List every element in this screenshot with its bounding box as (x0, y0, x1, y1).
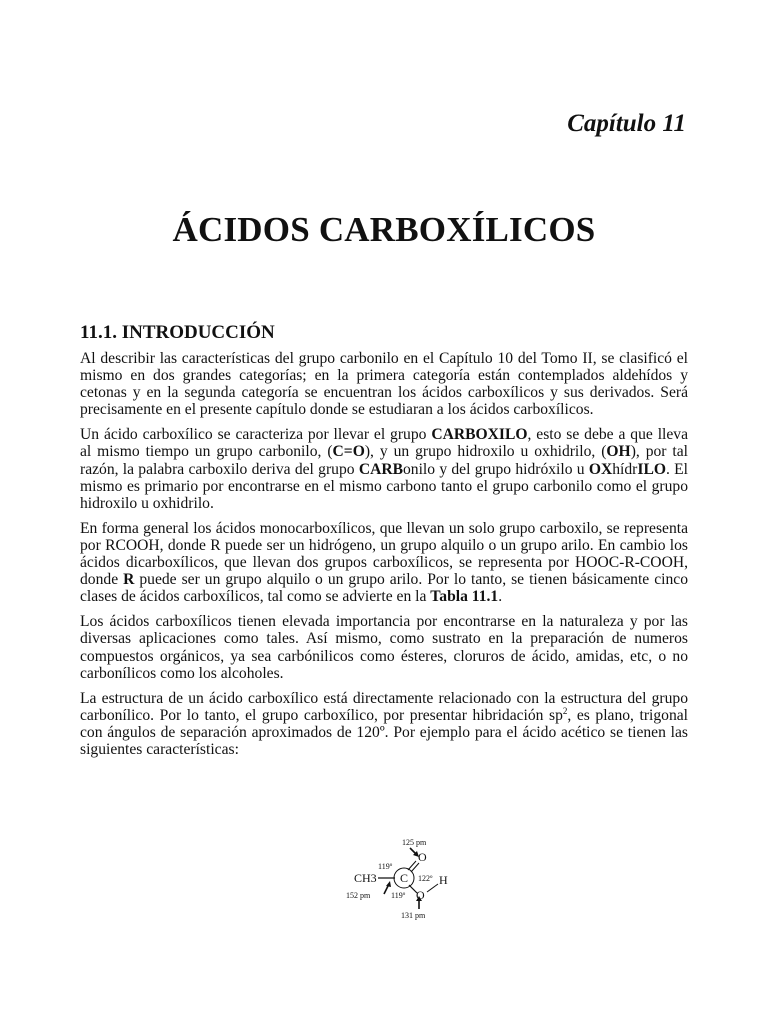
section-heading: 11.1. INTRODUCCIÓN (80, 322, 275, 343)
bold-term: OH (606, 443, 631, 461)
bond-length-co-single: 131 pm (401, 911, 426, 920)
text-run: ), por tal razón, la palabra carboxilo deriva del grupo (80, 443, 689, 478)
text-run: , esto se debe a que lleva al mismo tiempo un grupo carbonilo, ( (80, 426, 688, 461)
paragraph-4: Los ácidos carboxílicos tienen elevada importancia por encontrarse en la naturaleza y por las diversas aplicaciones como tales. Así mismo, como sustrato en la preparación de numeros compuestos orgánicos, ya sea carbónilicos como ésteres, cloruros de ácido, amidas, etc, o no carbonílicos como los alcoholes. (80, 613, 688, 682)
text-run: . El mismo es primario por encontrarse en el mismo carbono tanto el grupo carbonilo como el grupo hidroxilo u oxhidrilo. (80, 460, 689, 512)
text-run: onilo y del grupo hidróxilo u (403, 460, 589, 478)
text-run: . (498, 588, 503, 606)
bold-term: OX (588, 460, 613, 478)
text-run: hídr (612, 460, 638, 478)
bold-term: ILO (637, 460, 666, 478)
paragraph-1: Al describir las características del grupo carbonilo en el Capítulo 10 del Tomo II, se clasificó el mismo en dos grandes categorías; en la primera categoría están contemplados aldehídos y cetonas y en la segunda categoría se encuentran los ácidos carboxílicos y sus derivados. Será precisamente en el presente capítulo donde se estudiaran a los ácidos carboxílicos. (80, 350, 688, 419)
atom-hydrogen: H (439, 873, 448, 887)
paragraph-3 (80, 520, 688, 605)
bond-length-cc: 152 pm (346, 891, 371, 900)
text-run: La estructura de un ácido carboxílico está directamente relacionado con la estructura del grupo carbonílico. Por lo tanto, el grupo carboxílico, por presentar hibridación sp (80, 689, 688, 724)
angle-bottom: 119º (391, 891, 406, 900)
paragraph-2 (80, 426, 688, 511)
text-run: En forma general los ácidos monocarboxílicos, que llevan un solo grupo carboxilo, se representa por RCOOH, donde R puede ser un hidrógeno, un grupo alquilo o un grupo arilo. En cambio los ácidos dicarboxílicos, que llevan dos grupos carboxílicos, se representa por HOOC-R-COOH, donde (80, 519, 688, 589)
table-reference: Tabla 11.1 (430, 588, 499, 606)
bold-term: CARBOXILO (431, 426, 528, 444)
paragraph-5 (80, 690, 688, 758)
angle-right: 122º (418, 874, 433, 883)
text-run: puede ser un grupo alquilo o un grupo arilo. Por lo tanto, se tienen básicamente cinco clases de ácidos carboxílicos, tal como se advierte en la (80, 571, 688, 606)
body-text (80, 350, 688, 766)
bold-term: CARB (358, 460, 403, 478)
atom-oxygen-single: O (416, 888, 425, 902)
chapter-label: Capítulo 11 (567, 110, 686, 137)
text-run: , es plano, trigonal con ángulos de separación aproximados de 120º. Por ejemplo para el ácido acético se tienen las siguientes características: (80, 706, 688, 758)
atom-oxygen-double: O (418, 850, 427, 864)
atom-ch3: CH3 (354, 871, 377, 885)
angle-top: 119º (378, 862, 393, 871)
bond-length-co-double: 125 pm (402, 838, 427, 847)
text-run: ), y un grupo hidroxilo u oxhidrilo, ( (364, 443, 607, 461)
text-run: Un ácido carboxílico se caracteriza por llevar el grupo (80, 426, 432, 444)
atom-carbon: C (400, 871, 409, 885)
superscript: 2 (562, 705, 568, 716)
bold-term: R (123, 571, 135, 589)
bold-term: C=O (332, 443, 365, 461)
acetic-acid-structure-diagram (330, 834, 470, 924)
page-title: ÁCIDOS CARBOXÍLICOS (172, 210, 596, 249)
